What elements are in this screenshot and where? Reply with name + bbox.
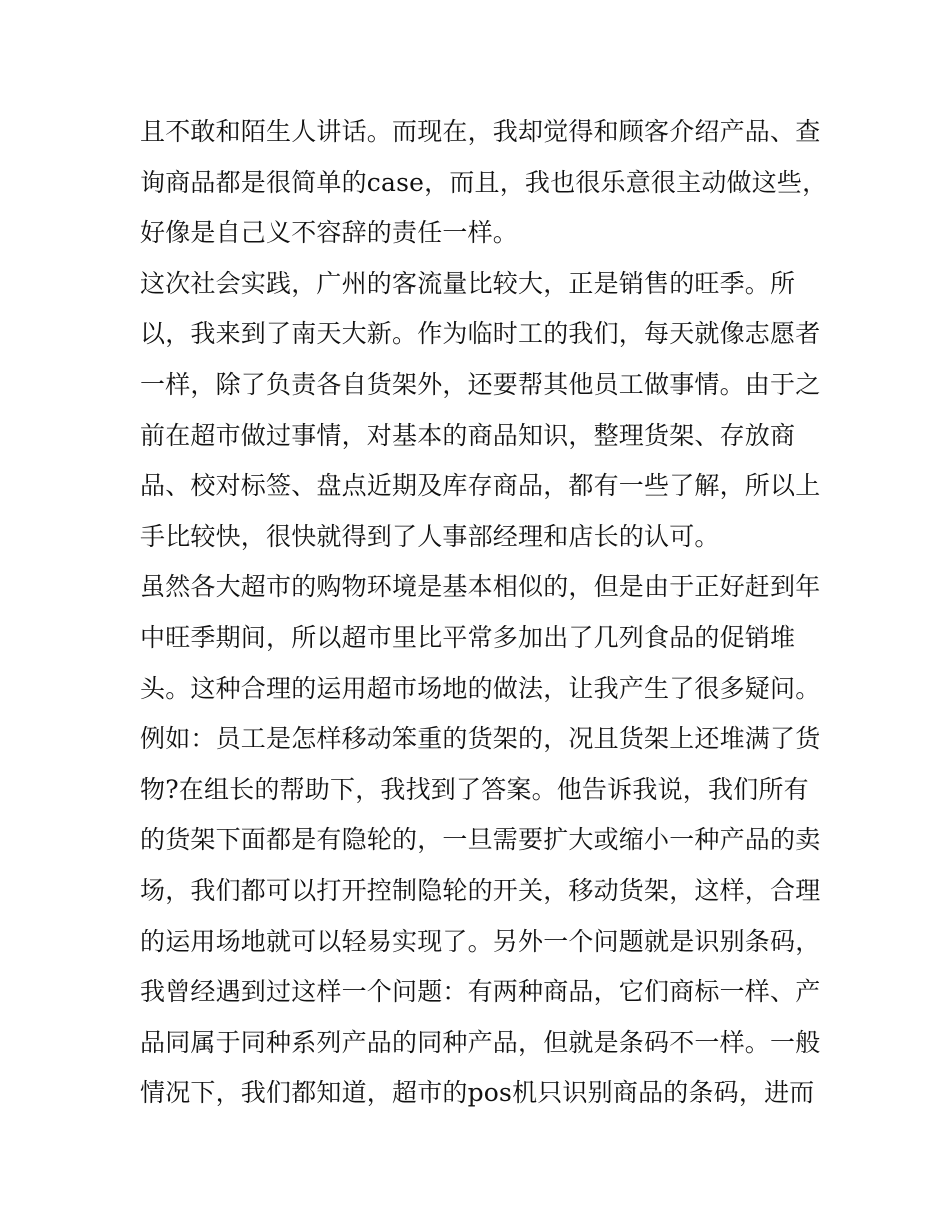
text-line: 手比较快，很快就得到了人事部经理和店长的认可。 [140,521,720,551]
text-line: 品、校对标签、盘点近期及库存商品，都有一些了解，所以上 [140,471,821,501]
text-line: 头。这种合理的运用超市场地的做法，让我产生了很多疑问。 [140,673,821,703]
text-line: 品同属于同种系列产品的同种产品，但就是条码不一样。一般 [140,1027,821,1057]
text-line: 这次社会实践，广州的客流量比较大，正是销售的旺季。所 [140,268,796,298]
text-line: 且不敢和陌生人讲话。而现在，我却觉得和顾客介绍产品、查 [140,117,821,146]
text-line: 以，我来到了南天大新。作为临时工的我们，每天就像志愿者 [140,319,821,349]
text-line: 我曾经遇到过这样一个问题：有两种商品，它们商标一样、产 [140,977,821,1007]
text-line: 一样，除了负责各自货架外，还要帮其他员工做事情。由于之 [140,369,821,399]
text-line: 虽然各大超市的购物环境是基本相似的，但是由于正好赶到年 [140,572,821,602]
text-line: 的货架下面都是有隐轮的，一旦需要扩大或缩小一种产品的卖 [140,825,821,855]
text-line: 例如：员工是怎样移动笨重的货架的，况且货架上还堆满了货 [140,724,821,754]
text-line: 询商品都是很简单的case，而且，我也很乐意很主动做这些， [140,167,828,197]
text-line: 好像是自己义不容辞的责任一样。 [140,218,519,248]
text-line: 物?在组长的帮助下，我找到了答案。他告诉我说，我们所有 [140,774,809,804]
text-line: 的运用场地就可以轻易实现了。另外一个问题就是识别条码， [140,926,821,956]
text-line: 中旺季期间，所以超市里比平常多加出了几列食品的促销堆 [140,622,796,652]
body-text [140,107,828,1119]
text-line: 场，我们都可以打开控制隐轮的开关，移动货架，这样，合理 [140,875,821,905]
text-line: 前在超市做过事情，对基本的商品知识，整理货架、存放商 [140,420,796,450]
text-line: 情况下，我们都知道，超市的pos机只识别商品的条码，进而 [140,1078,815,1108]
